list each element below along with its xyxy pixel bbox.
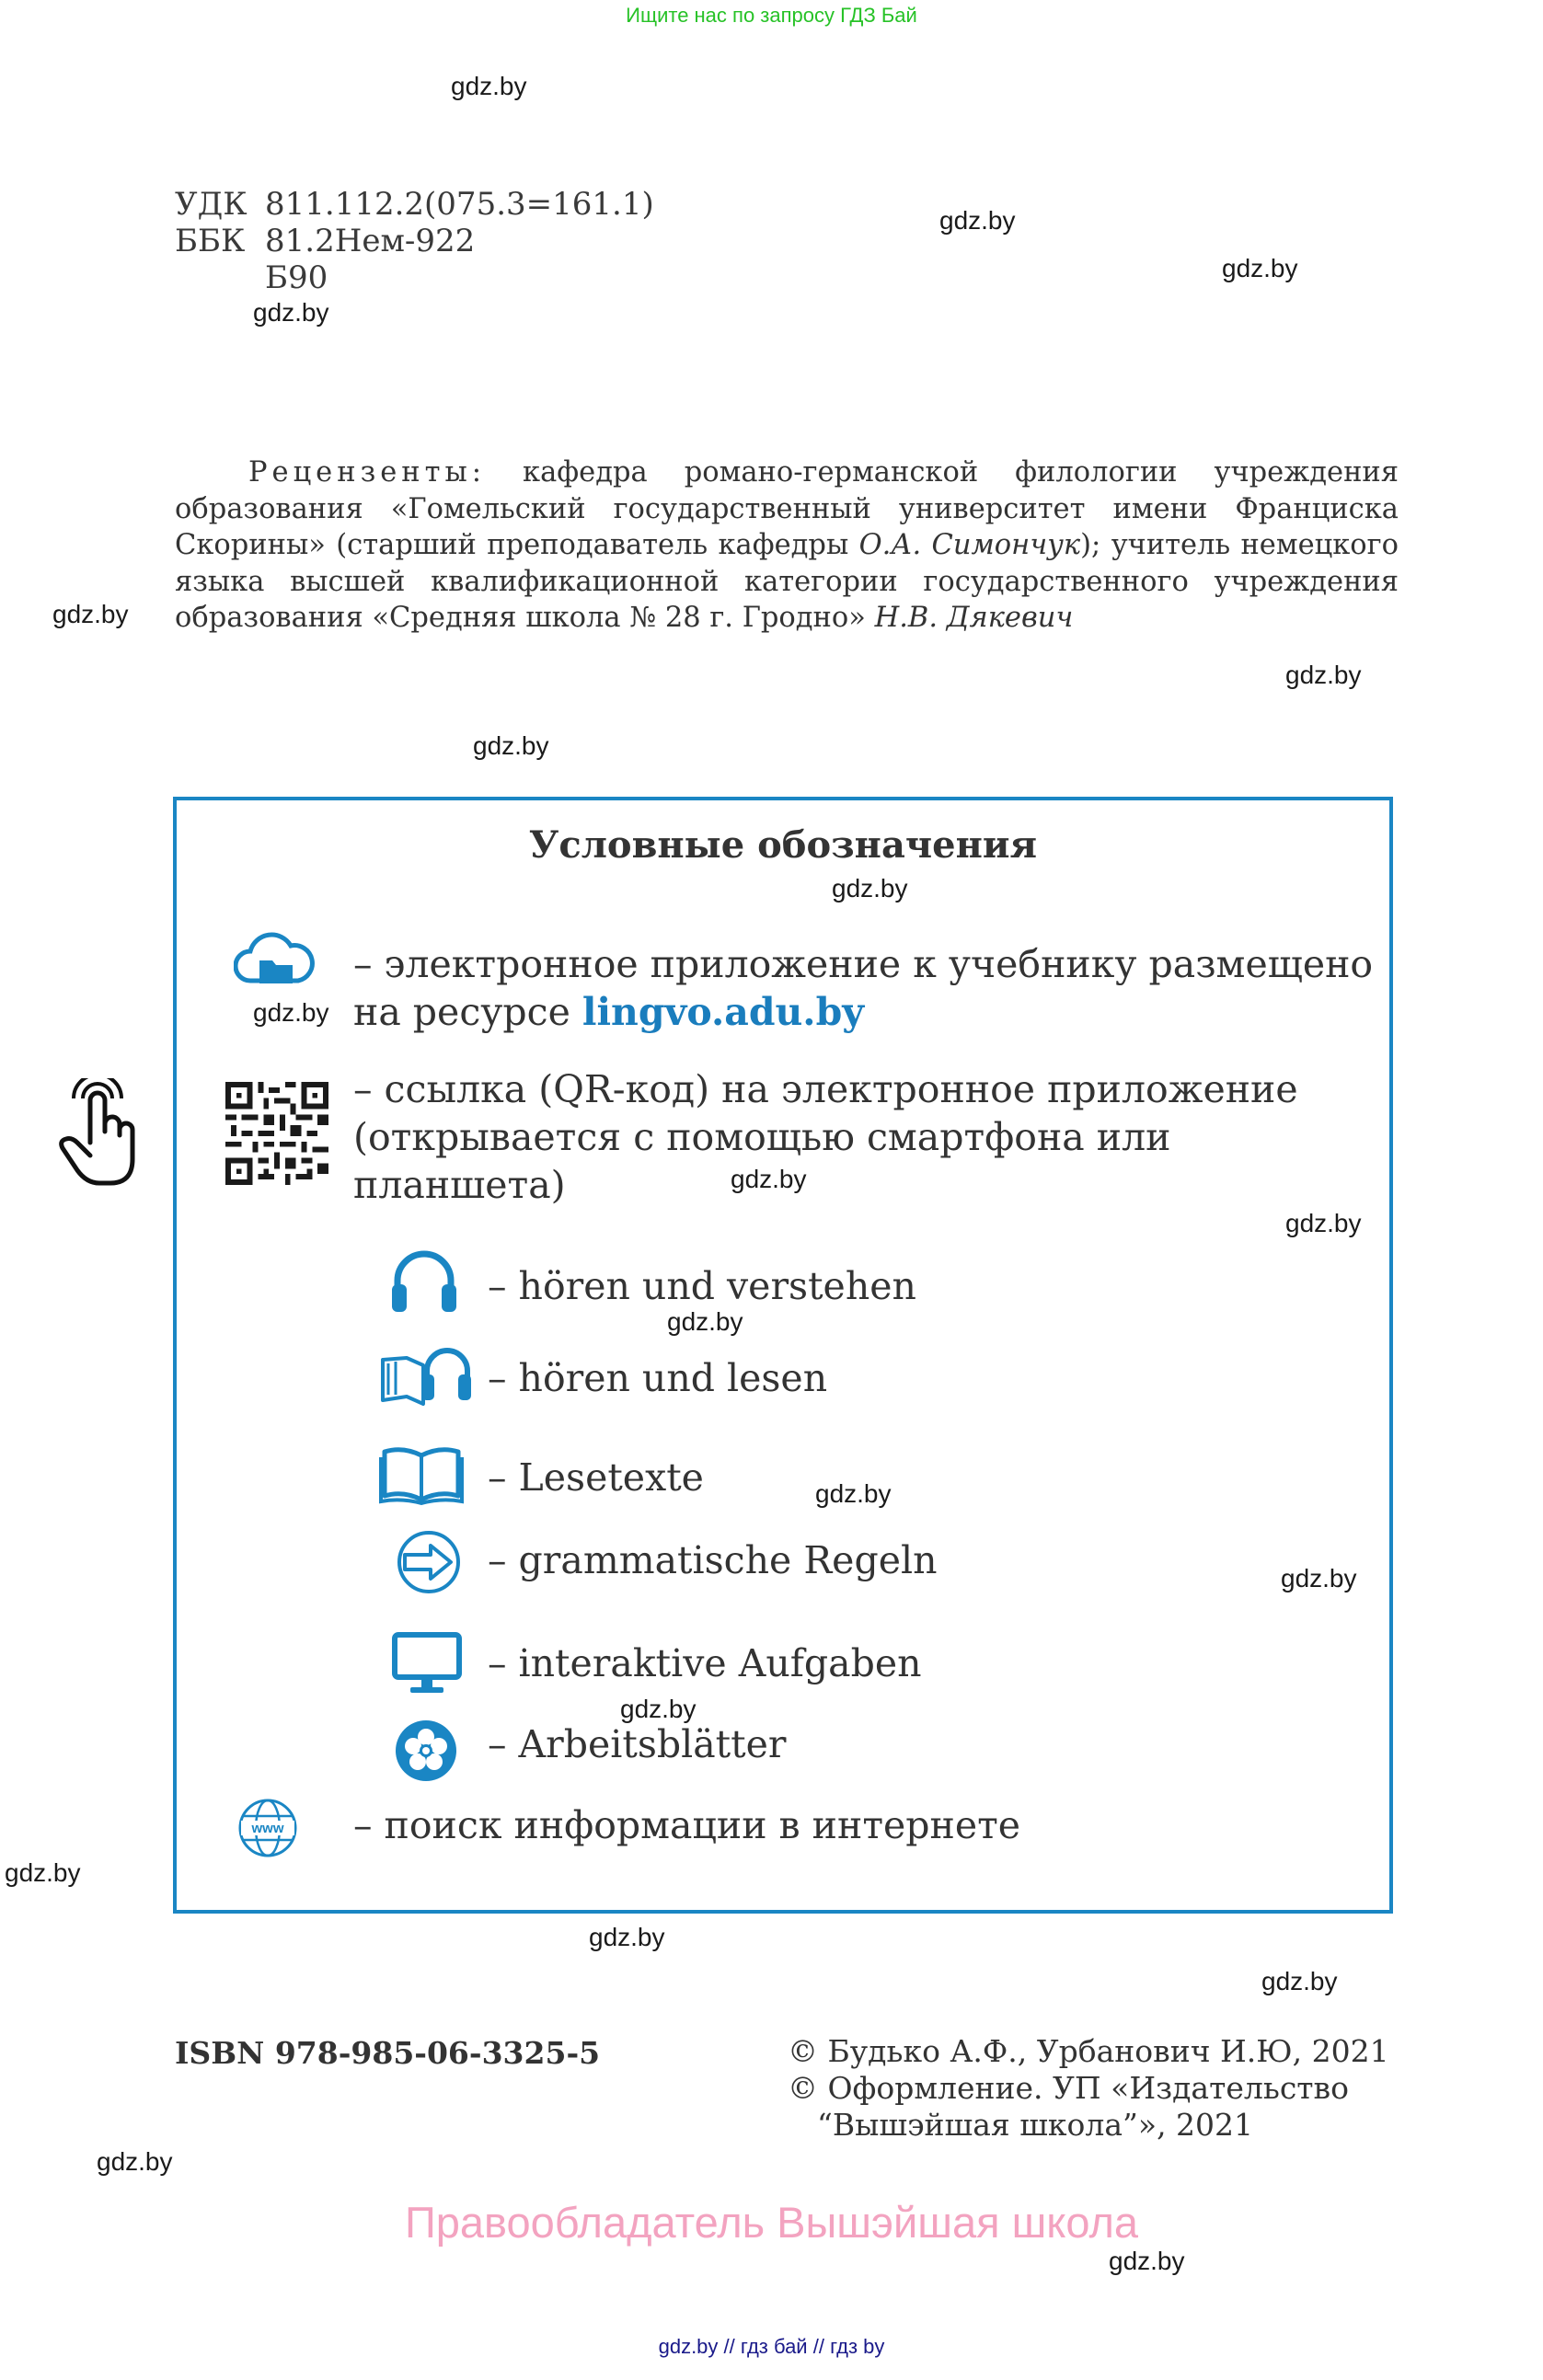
watermark: gdz.by	[620, 1695, 697, 1723]
reviewers-text-1: кафедра романо-германской филологии учреждения образования «Гомельский государственный университет имени Франциска Скорины» (старший преподаватель кафедры	[175, 456, 1399, 561]
legend-item-qr-line2: (открывается с помощью смартфона или	[353, 1115, 1171, 1159]
footer-link-gdz[interactable]: gdz.by	[658, 2335, 719, 2358]
watermark: gdz.by	[253, 298, 329, 327]
reviewers-text-2: ); учитель немецкого языка высшей квалификационной категории государственного учреждения образования «Средняя школа № 28 г. Гродно»	[175, 529, 1399, 634]
book-headphones-icon	[379, 1341, 471, 1408]
footer-links	[0, 2335, 1543, 2359]
legend-item-qr-line1: – ссылка (QR-код) на электронное приложение	[353, 1067, 1298, 1111]
globe-www-icon	[237, 1798, 298, 1858]
watermark: gdz.by	[451, 72, 527, 100]
watermark: gdz.by	[97, 2147, 173, 2176]
author-mark: Б90	[265, 259, 328, 296]
watermark: gdz.by	[1261, 1967, 1338, 1995]
flower-icon	[394, 1719, 458, 1783]
watermark: gdz.by	[5, 1858, 81, 1887]
watermark: gdz.by	[52, 600, 129, 628]
top-banner[interactable]: Ищите нас по запросу ГДЗ Бай	[626, 4, 917, 27]
legend-item-ebook	[353, 940, 1373, 1036]
isbn: ISBN 978-985-06-3325-5	[175, 2035, 601, 2071]
rights-holder: Правообладатель Вышэйшая школа	[404, 2198, 1139, 2247]
bibliographic-codes	[175, 186, 654, 296]
legend-item-qr	[353, 1065, 1298, 1209]
bbk-label: ББК	[175, 223, 246, 259]
legend-item-reading: – Lesetexte	[488, 1455, 704, 1500]
legend-item-listen-read: – hören und lesen	[488, 1356, 828, 1400]
watermark: gdz.by	[667, 1307, 743, 1336]
footer-separator: //	[723, 2335, 735, 2358]
legend-item-qr-line3: планшета)	[353, 1163, 566, 1207]
legend-item-ebook-line2: на ресурсе	[353, 990, 582, 1034]
bbk-value: 81.2Нем-922	[265, 223, 476, 259]
globe-www-label: www	[251, 1821, 284, 1836]
legend-item-internet: – поиск информации в интернете	[353, 1803, 1021, 1847]
open-book-icon	[379, 1444, 464, 1505]
footer-link-gdz-by[interactable]: гдз by	[830, 2335, 885, 2358]
udk-label: УДК	[175, 186, 248, 223]
udk-value: 811.112.2(075.3=161.1)	[265, 186, 654, 223]
watermark: gdz.by	[1281, 1564, 1357, 1592]
arrow-circle-icon	[396, 1529, 462, 1595]
legend-item-interactive: – interaktive Aufgaben	[488, 1641, 922, 1685]
legend-title: Условные обозначения	[528, 823, 1038, 867]
watermark: gdz.by	[253, 998, 329, 1027]
watermark: gdz.by	[939, 206, 1016, 235]
pointing-hand-icon	[57, 1078, 140, 1189]
reviewers-paragraph	[175, 454, 1399, 637]
lingvo-link[interactable]: lingvo.adu.by	[582, 990, 865, 1034]
legend-item-ebook-line1: – электронное приложение к учебнику размещено	[353, 942, 1374, 986]
watermark: gdz.by	[1285, 1209, 1362, 1237]
reviewer-name-1: О.А. Симончук	[858, 529, 1081, 561]
cloud-folder-icon	[234, 929, 315, 988]
watermark: gdz.by	[1285, 661, 1362, 689]
watermark: gdz.by	[473, 731, 549, 760]
copyright-line2: © Оформление. УП «Издательство	[788, 2070, 1350, 2106]
reviewers-label: Рецензенты:	[248, 456, 487, 489]
reviewer-name-2: Н.В. Дякевич	[874, 602, 1074, 634]
legend-item-listen: – hören und verstehen	[488, 1264, 916, 1308]
monitor-icon	[392, 1632, 462, 1695]
headphones-icon	[390, 1247, 458, 1314]
watermark: gdz.by	[1222, 254, 1298, 282]
watermark: gdz.by	[1109, 2247, 1185, 2275]
footer-link-gdz-bai[interactable]: гдз бай	[740, 2335, 808, 2358]
copyright-line1: © Будько А.Ф., Урбанович И.Ю, 2021	[788, 2033, 1389, 2069]
legend-item-worksheets: – Arbeitsblätter	[488, 1722, 787, 1766]
qr-code-icon	[225, 1082, 329, 1185]
watermark: gdz.by	[731, 1165, 807, 1193]
legend-item-grammar: – grammatische Regeln	[488, 1538, 938, 1582]
watermark: gdz.by	[815, 1479, 892, 1508]
watermark: gdz.by	[832, 874, 908, 903]
footer-separator: //	[812, 2335, 824, 2358]
copyright-line3: “Вышэйшая школа”», 2021	[817, 2107, 1254, 2143]
copyright-block	[788, 2033, 1389, 2144]
watermark: gdz.by	[589, 1923, 665, 1951]
